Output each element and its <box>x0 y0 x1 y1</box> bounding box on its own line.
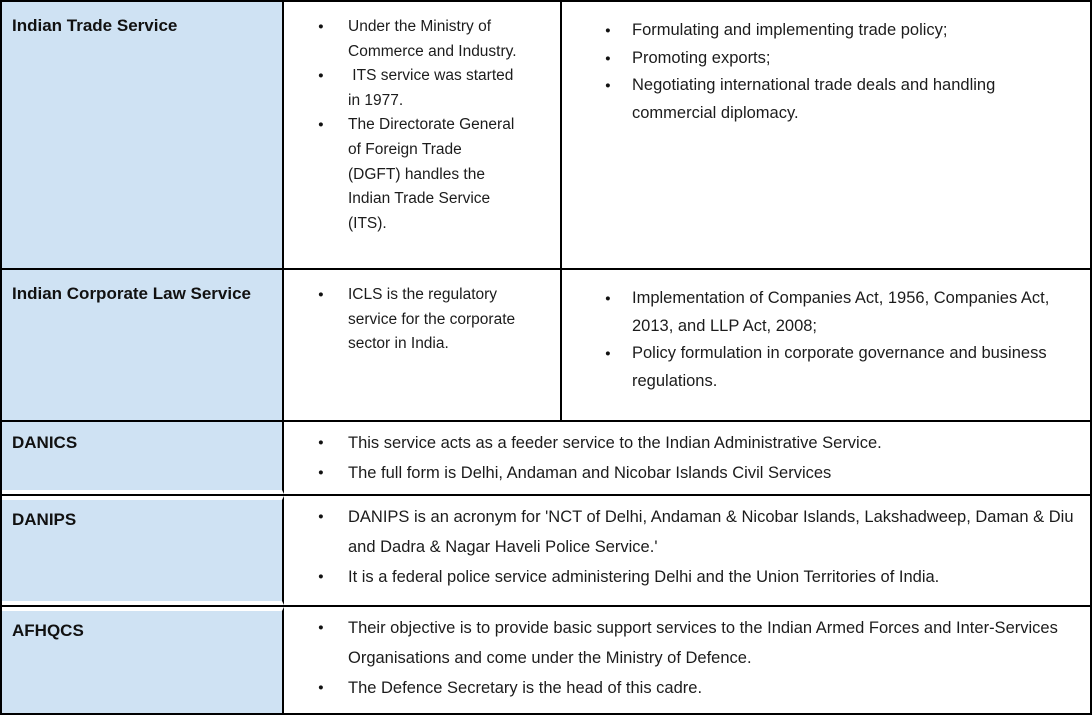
list-item <box>605 17 1076 45</box>
list-item-text: It is a federal police service administering Delhi and the Union Territories of India. <box>348 568 940 586</box>
bullet-icon: ● <box>318 511 324 522</box>
list-item <box>318 613 1074 673</box>
service-details-cell <box>284 607 1090 713</box>
list-item-text: Policy formulation in corporate governance and business regulations. <box>632 344 1052 390</box>
service-description-cell <box>284 2 562 268</box>
bullet-icon: ● <box>318 571 324 582</box>
list-item <box>318 283 518 357</box>
bullet-icon: ● <box>605 25 611 36</box>
list-item <box>605 45 1076 73</box>
service-details-cell <box>284 422 1090 494</box>
bullet-icon: ● <box>318 289 324 300</box>
list-item <box>605 72 1076 127</box>
service-description-cell <box>284 270 562 420</box>
list-item-text: Promoting exports; <box>632 48 771 67</box>
list-item <box>318 428 1074 458</box>
list-item <box>318 113 518 236</box>
bullet-icon: ● <box>318 70 324 82</box>
list-item <box>318 458 1074 488</box>
list-item-text: The Defence Secretary is the head of this cadre. <box>348 679 703 697</box>
service-name: DANIPS <box>12 510 77 529</box>
service-name: DANICS <box>12 433 78 452</box>
list-item <box>318 15 518 64</box>
bullet-icon: ● <box>605 52 611 64</box>
list-item-text: ITS service was started in 1977. <box>348 67 518 109</box>
list-item-text: The Directorate General of Foreign Trade (DGFT) handles the Indian Trade Service (ITS). <box>348 116 519 232</box>
service-name-cell <box>2 270 284 420</box>
service-name: Indian Corporate Law Service <box>12 284 252 303</box>
list-item-text: ICLS is the regulatory service for the corporate sector in India. <box>348 286 520 353</box>
list-item-text: Formulating and implementing trade policy; <box>632 21 948 39</box>
service-details-cell <box>284 496 1090 605</box>
list-item-text: Their objective is to provide basic support services to the Indian Armed Forces and Inter-Services Organisations and come under the Ministry of Defence. <box>348 619 1063 667</box>
table-row-indian-corporate-law-service <box>2 270 1090 422</box>
bullet-icon: ● <box>318 467 324 478</box>
service-functions-cell <box>562 2 1090 268</box>
list-item-text: The full form is Delhi, Andaman and Nicobar Islands Civil Services <box>348 464 832 482</box>
list-item-text: DANIPS is an acronym for 'NCT of Delhi, Andaman & Nicobar Islands, Lakshadweep, Daman & Diu and Dadra & Nagar Haveli Police Service.' <box>348 508 1079 556</box>
service-functions-cell <box>562 270 1090 420</box>
service-name: Indian Trade Service <box>12 16 178 35</box>
list-item-text: This service acts as a feeder service to the Indian Administrative Service. <box>348 434 882 452</box>
bullet-icon: ● <box>605 348 611 359</box>
table-row-danics <box>2 422 1090 496</box>
list-item <box>318 673 1074 703</box>
list-item <box>318 502 1079 562</box>
bullet-icon: ● <box>318 21 324 32</box>
list-item <box>605 340 1076 395</box>
bullet-icon: ● <box>605 80 611 91</box>
bullet-icon: ● <box>318 437 324 448</box>
list-item <box>318 64 518 113</box>
service-name: AFHQCS <box>12 621 84 640</box>
bullet-icon: ● <box>605 293 611 304</box>
list-item-text: Negotiating international trade deals and handling commercial diplomacy. <box>632 76 1000 122</box>
bullet-icon: ● <box>318 119 324 131</box>
table-row-indian-trade-service <box>2 2 1090 270</box>
service-name-cell <box>2 496 284 605</box>
bullet-icon: ● <box>318 682 324 693</box>
service-name-cell <box>2 607 284 713</box>
table-row-danips <box>2 496 1090 607</box>
table-row-afhqcs <box>2 607 1090 713</box>
service-name-cell <box>2 2 284 268</box>
list-item <box>605 285 1076 340</box>
service-name-cell <box>2 422 284 494</box>
list-item <box>318 562 1074 592</box>
list-item-text: Under the Ministry of Commerce and Industry. <box>348 18 517 60</box>
list-item-text: Implementation of Companies Act, 1956, Companies Act, 2013, and LLP Act, 2008; <box>632 289 1054 335</box>
bullet-icon: ● <box>318 622 324 633</box>
